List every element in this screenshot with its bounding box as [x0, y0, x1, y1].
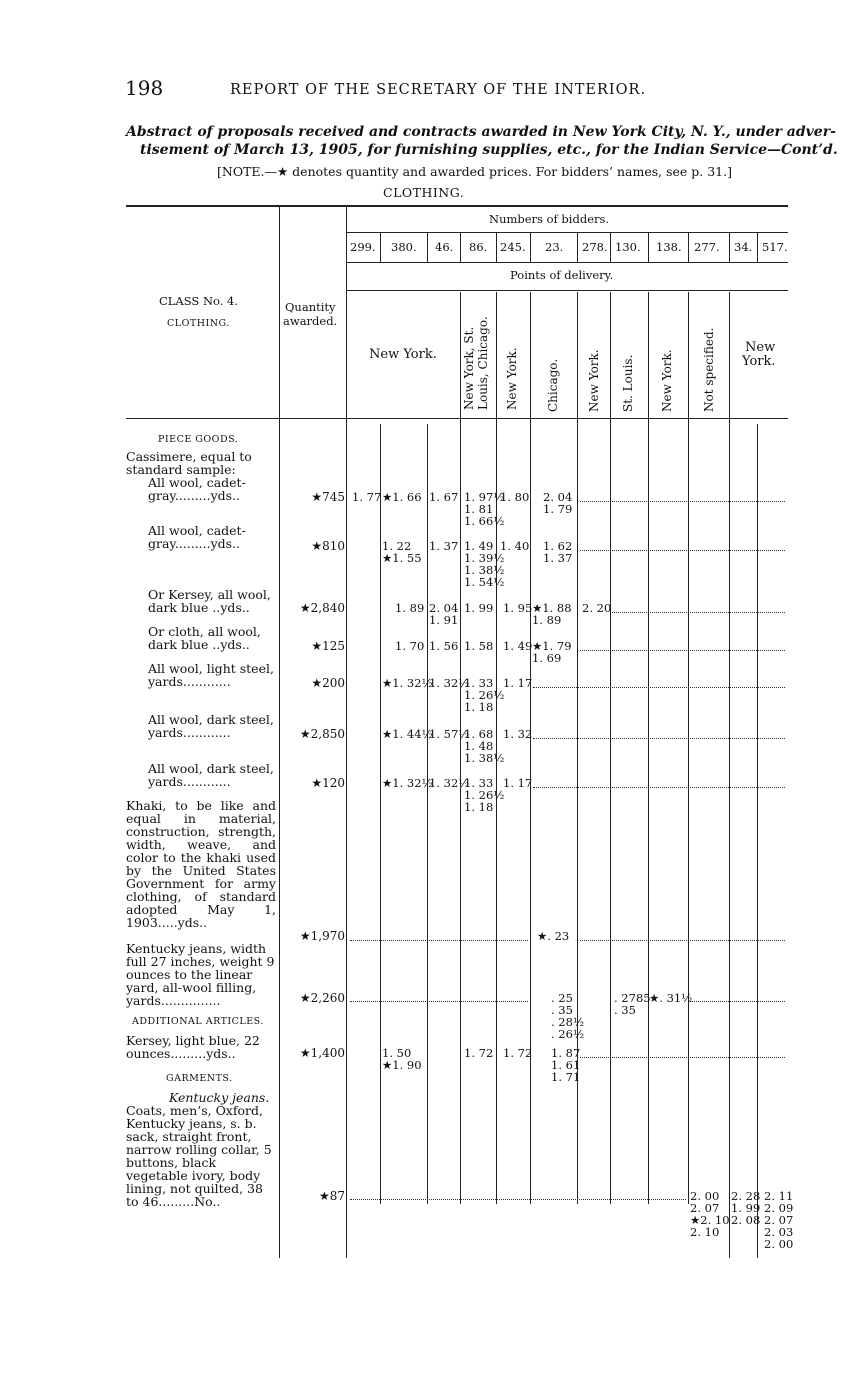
delivery-ny-245: New York.	[505, 347, 519, 410]
delivery-ny-stl-chi	[462, 290, 490, 410]
row-5-qty: ★2,850	[299, 727, 345, 741]
row-2-label: Or Kersey, all wool, dark blue ..yds..	[148, 587, 271, 615]
row-7-qty: ★1,970	[299, 929, 345, 943]
row-2-c245: 1. 95	[503, 601, 533, 615]
row-4-c86: 1. 33 1. 26½ 1. 18	[464, 676, 505, 714]
row-10-c34: 2. 28 1. 99 2. 08	[731, 1189, 761, 1227]
col-line-130	[610, 233, 611, 263]
delivery-chicago: Chicago.	[546, 358, 560, 412]
title-line-2: tisement of March 13, 1905, for furnishing supplies, etc., for the Indian Service—Cont’d.	[140, 142, 838, 158]
row-3-qty: ★125	[311, 639, 345, 653]
row-0-c46: 1. 67	[429, 490, 459, 504]
bidder-130: 130.	[615, 240, 641, 254]
row-10-qty: ★87	[318, 1189, 345, 1203]
row-2-c86: 1. 99	[464, 601, 494, 615]
leader-row-1	[580, 550, 785, 551]
leader-row-3	[580, 650, 785, 651]
page-number: 198	[125, 76, 164, 100]
delivery-not-specified: Not specified.	[702, 327, 716, 412]
col-line-277	[688, 233, 689, 263]
col-line-46	[427, 233, 428, 263]
row-6-c380: ★1. 32½	[382, 776, 433, 790]
row-0-label: Cassimere, equal to standard sample:	[126, 449, 252, 477]
row-0-c86: 1. 97½ 1. 81 1. 66½	[464, 490, 505, 528]
row-6-qty: ★120	[311, 776, 345, 790]
row-10-label: Coats, men’s, Oxford, Kentucky jeans, s. b. sack, straight front, narrow rolling collar, 5 buttons, black vegetable ivory, body lining, not quilted, 38 to 46.........No..	[126, 1103, 272, 1209]
bidder-299: 299.	[350, 240, 376, 254]
row-3-c245: 1. 49	[503, 639, 533, 653]
row-10-c277: 2. 00 2. 07 ★2. 10 2. 10	[690, 1189, 730, 1239]
bidder-86: 86.	[469, 240, 488, 254]
leader-row-7a	[350, 940, 528, 941]
row-0-qty: ★745	[311, 490, 345, 504]
col-line-34	[729, 233, 730, 263]
row-0-sub: All wool, cadet-gray.........yds..	[148, 475, 246, 503]
body-line-23	[530, 292, 531, 1204]
row-8-c138: ★. 31½	[649, 991, 693, 1005]
title-line-1: Abstract of proposals received and contracts awarded in New York City, N. Y., under adver-	[126, 124, 836, 140]
leader-row-6	[533, 787, 785, 788]
delivery-ny-stl-chi-text: New York, St. Louis, Chicago.	[462, 316, 490, 410]
delivery-new-york-last-1: New	[745, 340, 776, 355]
leader-row-7b	[580, 940, 785, 941]
bidders-rule	[346, 232, 788, 233]
row-9-c380: 1. 50 ★1. 90	[382, 1046, 422, 1072]
row-2-c23: ★1. 88 1. 89	[532, 601, 572, 627]
qty-label-2: awarded.	[283, 314, 338, 328]
row-8-c130: . 2785 . 35	[614, 991, 651, 1017]
bidder-245: 245.	[500, 240, 526, 254]
col-line-517	[757, 233, 758, 263]
row-6-c245: 1. 17	[503, 776, 533, 790]
class-sub: CLOTHING.	[167, 318, 230, 329]
row-9-c245: 1. 72	[503, 1046, 533, 1060]
row-2-qty: ★2,840	[299, 601, 345, 615]
row-9-qty: ★1,400	[299, 1046, 345, 1060]
body-line-277	[688, 292, 689, 1204]
row-5-c245: 1. 32	[503, 727, 533, 741]
row-0-c380: ★1. 66	[382, 490, 422, 504]
row-4-label: All wool, light steel, yards............	[148, 661, 274, 689]
row-4-qty: ★200	[311, 676, 345, 690]
row-0-c23: 2. 04 1. 79	[543, 490, 573, 516]
row-6-c46: 1. 32½	[429, 776, 470, 790]
note: [NOTE.—★ denotes quantity and awarded prices. For bidders’ names, see p. 31.]	[217, 164, 732, 179]
row-4-c245: 1. 17	[503, 676, 533, 690]
leader-row-8a	[350, 1001, 528, 1002]
section-garments: GARMENTS.	[166, 1073, 233, 1084]
row-3-c23: ★1. 79 1. 69	[532, 639, 572, 665]
section-kentucky: Kentucky jeans.	[169, 1090, 270, 1105]
table-top-rule	[126, 205, 788, 207]
bidder-46: 46.	[435, 240, 454, 254]
col-line-245	[496, 233, 497, 263]
section-piece-goods: PIECE GOODS.	[158, 434, 239, 445]
delivery-st-louis: St. Louis.	[621, 354, 635, 412]
bidder-517: 517.	[762, 240, 788, 254]
col-line-23	[530, 233, 531, 263]
row-1-c245: 1. 40	[500, 539, 530, 553]
body-line-380	[380, 424, 381, 1204]
row-4-c380: ★1. 32½	[382, 676, 433, 690]
row-8-qty: ★2,260	[299, 991, 345, 1005]
row-6-label: All wool, dark steel, yards............	[148, 761, 274, 789]
row-0-c299: 1. 77	[352, 490, 382, 504]
row-3-c46: 1. 56	[429, 639, 459, 653]
row-7-label: Khaki, to be like and equal in material, construction, strength, width, weave, and color to the khaki used by the United States Government for army clothing, of standard adopted May 1, 1903.....yds..	[126, 798, 276, 930]
row-1-c23: 1. 62 1. 37	[543, 539, 573, 565]
row-5-label: All wool, dark steel, yards............	[148, 712, 274, 740]
body-line-130	[610, 292, 611, 1204]
leader-row-4	[533, 687, 785, 688]
row-5-c46: 1. 57½	[429, 727, 470, 741]
delivery-rule	[346, 290, 788, 291]
leader-row-5	[533, 738, 785, 739]
bidder-278: 278.	[582, 240, 608, 254]
bidders-heading: Numbers of bidders.	[489, 212, 610, 226]
col-line-138	[648, 233, 649, 263]
row-5-c380: ★1. 44½	[382, 727, 433, 741]
bidder-380: 380.	[391, 240, 417, 254]
body-line-46	[427, 424, 428, 1204]
qty-label-1: Quantity	[285, 300, 336, 314]
bidder-23: 23.	[545, 240, 564, 254]
row-1-c46: 1. 37	[429, 539, 459, 553]
bidder-277: 277.	[694, 240, 720, 254]
row-0-c245: 1. 80	[500, 490, 530, 504]
running-head: REPORT OF THE SECRETARY OF THE INTERIOR.	[230, 82, 647, 98]
row-8-label: Kentucky jeans, width full 27 inches, weight 9 ounces to the linear yard, all-wool filling, yards...............	[126, 941, 275, 1008]
section-title: CLOTHING.	[383, 185, 465, 200]
row-2-c46: 2. 04 1. 91	[429, 601, 459, 627]
row-9-label: Kersey, light blue, 22 ounces.........yds..	[126, 1033, 260, 1061]
delivery-ny-138: New York.	[660, 349, 674, 412]
leader-row-0	[580, 501, 785, 502]
row-2-c278: 2. 20	[582, 601, 612, 615]
col-line-qty	[346, 206, 347, 1258]
row-1-qty: ★810	[311, 539, 345, 553]
delivery-ny-278: New York.	[587, 349, 601, 412]
col-line-278	[577, 233, 578, 263]
delivery-new-york-group: New York.	[369, 347, 437, 362]
row-1-c86: 1. 49 1. 39½ 1. 38½ 1. 54½	[464, 539, 505, 589]
col-line-86	[460, 233, 461, 263]
row-1-label: All wool, cadet-gray.........yds..	[148, 523, 246, 551]
row-4-c46: 1. 32½	[429, 676, 470, 690]
row-6-c86: 1. 33 1. 26½ 1. 18	[464, 776, 505, 814]
leader-row-10	[350, 1199, 686, 1200]
row-3-label: Or cloth, all wool, dark blue ..yds..	[148, 624, 261, 652]
section-additional: ADDITIONAL ARTICLES.	[132, 1016, 264, 1027]
bidder-138: 138.	[656, 240, 682, 254]
leader-row-8b	[690, 1001, 785, 1002]
bidders-rule-2	[346, 262, 788, 263]
row-1-c380: 1. 22 ★1. 55	[382, 539, 422, 565]
body-line-138	[648, 292, 649, 1204]
row-7-c23: ★. 23	[537, 929, 570, 943]
class-label: CLASS No. 4.	[159, 294, 239, 308]
row-9-c23: 1. 87 1. 61 1. 71	[551, 1046, 581, 1084]
delivery-new-york-last-2: York.	[742, 354, 776, 369]
delivery-heading: Points of delivery.	[510, 268, 614, 282]
col-line-380	[380, 233, 381, 263]
body-line-34	[729, 292, 730, 1258]
bidder-34: 34.	[734, 240, 753, 254]
body-line-86	[460, 292, 461, 1204]
leader-row-2	[612, 612, 785, 613]
leader-row-9	[580, 1057, 785, 1058]
row-2-c380: 1. 89	[395, 601, 425, 615]
row-3-c380: 1. 70	[395, 639, 425, 653]
row-5-c86: 1. 68 1. 48 1. 38½	[464, 727, 505, 765]
row-9-c86: 1. 72	[464, 1046, 494, 1060]
row-8-c23: . 25 . 35 . 28½ . 26½	[551, 991, 585, 1041]
row-10-c517: 2. 11 2. 09 2. 07 2. 03 2. 00	[764, 1189, 794, 1251]
row-3-c86: 1. 58	[464, 639, 494, 653]
